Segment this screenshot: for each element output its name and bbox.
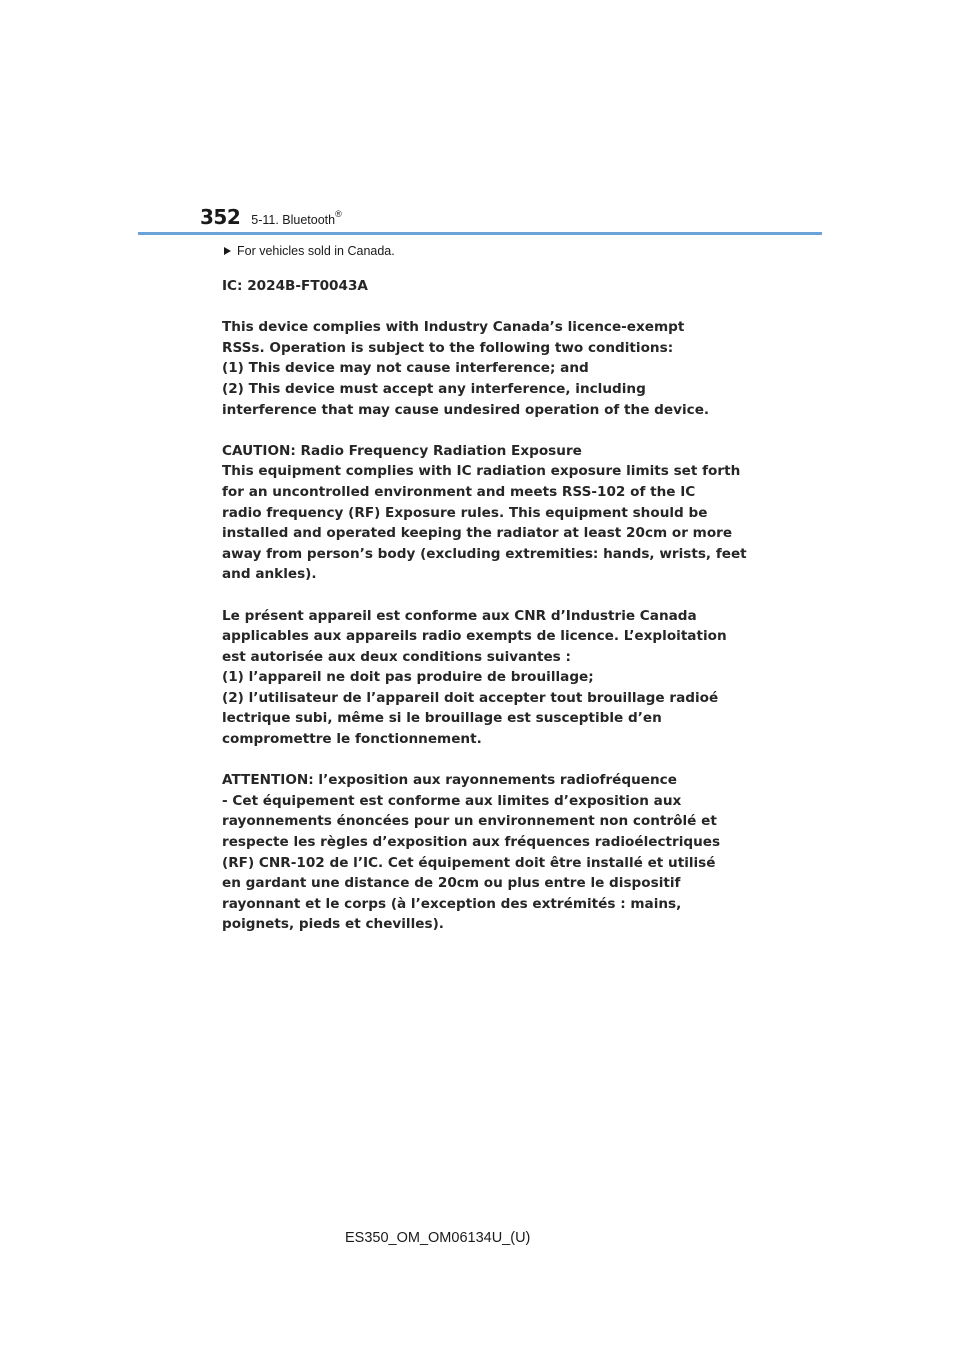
label-line: radio frequency (RF) Exposure rules. This equipment should be <box>222 504 708 521</box>
label-line: away from person’s body (excluding extremities: hands, wrists, feet <box>222 545 747 562</box>
section-title <box>251 208 342 227</box>
label-line: (1) This device may not cause interference; and <box>222 360 589 377</box>
label-line: (RF) CNR-102 de l’IC. Cet équipement doit être installé et utilisé <box>222 854 716 871</box>
label-line: Le présent appareil est conforme aux CNR d’Industrie Canada <box>222 607 697 624</box>
header-rule <box>138 232 822 235</box>
compliance-label-text <box>222 276 762 935</box>
label-line: lectrique subi, même si le brouillage est susceptible d’en <box>222 710 662 727</box>
label-line: and ankles). <box>222 566 317 583</box>
label-line: IC: 2024B-FT0043A <box>222 278 368 294</box>
label-line: (1) l’appareil ne doit pas produire de brouillage; <box>222 669 594 686</box>
label-line: applicables aux appareils radio exempts de licence. L’exploitation <box>222 628 727 645</box>
paragraph-gap <box>222 297 762 318</box>
label-line: - Cet équipement est conforme aux limites d’exposition aux <box>222 792 682 809</box>
subheading-text: For vehicles sold in Canada. <box>237 244 395 258</box>
label-line: for an uncontrolled environment and meets RSS-102 of the IC <box>222 483 696 500</box>
label-line: installed and operated keeping the radiator at least 20cm or more <box>222 525 733 542</box>
label-line: en gardant une distance de 20cm ou plus entre le dispositif <box>222 875 681 892</box>
document-code: ES350_OM_OM06134U_(U) <box>345 1230 531 1246</box>
label-line: est autorisée aux deux conditions suivantes : <box>222 648 571 665</box>
paragraph-gap <box>222 420 762 441</box>
label-line: (2) This device must accept any interference, including <box>222 380 646 397</box>
label-line: respecte les règles d’exposition aux fréquences radioélectriques <box>222 834 721 851</box>
label-line: (2) l’utilisateur de l’appareil doit accepter tout brouillage radioé <box>222 689 719 706</box>
paragraph-gap <box>222 585 762 606</box>
paragraph-gap <box>222 750 762 771</box>
label-line: poignets, pieds et chevilles). <box>222 916 444 933</box>
label-line: CAUTION: Radio Frequency Radiation Exposure <box>222 442 582 459</box>
label-line: This device complies with Industry Canada’s licence-exempt <box>222 319 685 336</box>
page-header <box>200 205 342 229</box>
subheading <box>224 244 395 258</box>
registered-mark: ® <box>335 208 342 219</box>
label-line: rayonnant et le corps (à l’exception des extrémités : mains, <box>222 895 682 912</box>
page-number: 352 <box>200 205 241 229</box>
label-line: This equipment complies with IC radiation exposure limits set forth <box>222 463 741 480</box>
label-line: rayonnements énoncées pour un environnement non contrôlé et <box>222 813 717 830</box>
label-line: interference that may cause undesired operation of the device. <box>222 401 710 418</box>
label-line: compromettre le fonctionnement. <box>222 731 482 748</box>
label-line: RSSs. Operation is subject to the following two conditions: <box>222 339 674 356</box>
label-line: ATTENTION: l’exposition aux rayonnements radiofréquence <box>222 772 677 789</box>
triangle-bullet-icon <box>224 247 231 255</box>
section-title-text: 5-11. Bluetooth <box>251 213 336 227</box>
